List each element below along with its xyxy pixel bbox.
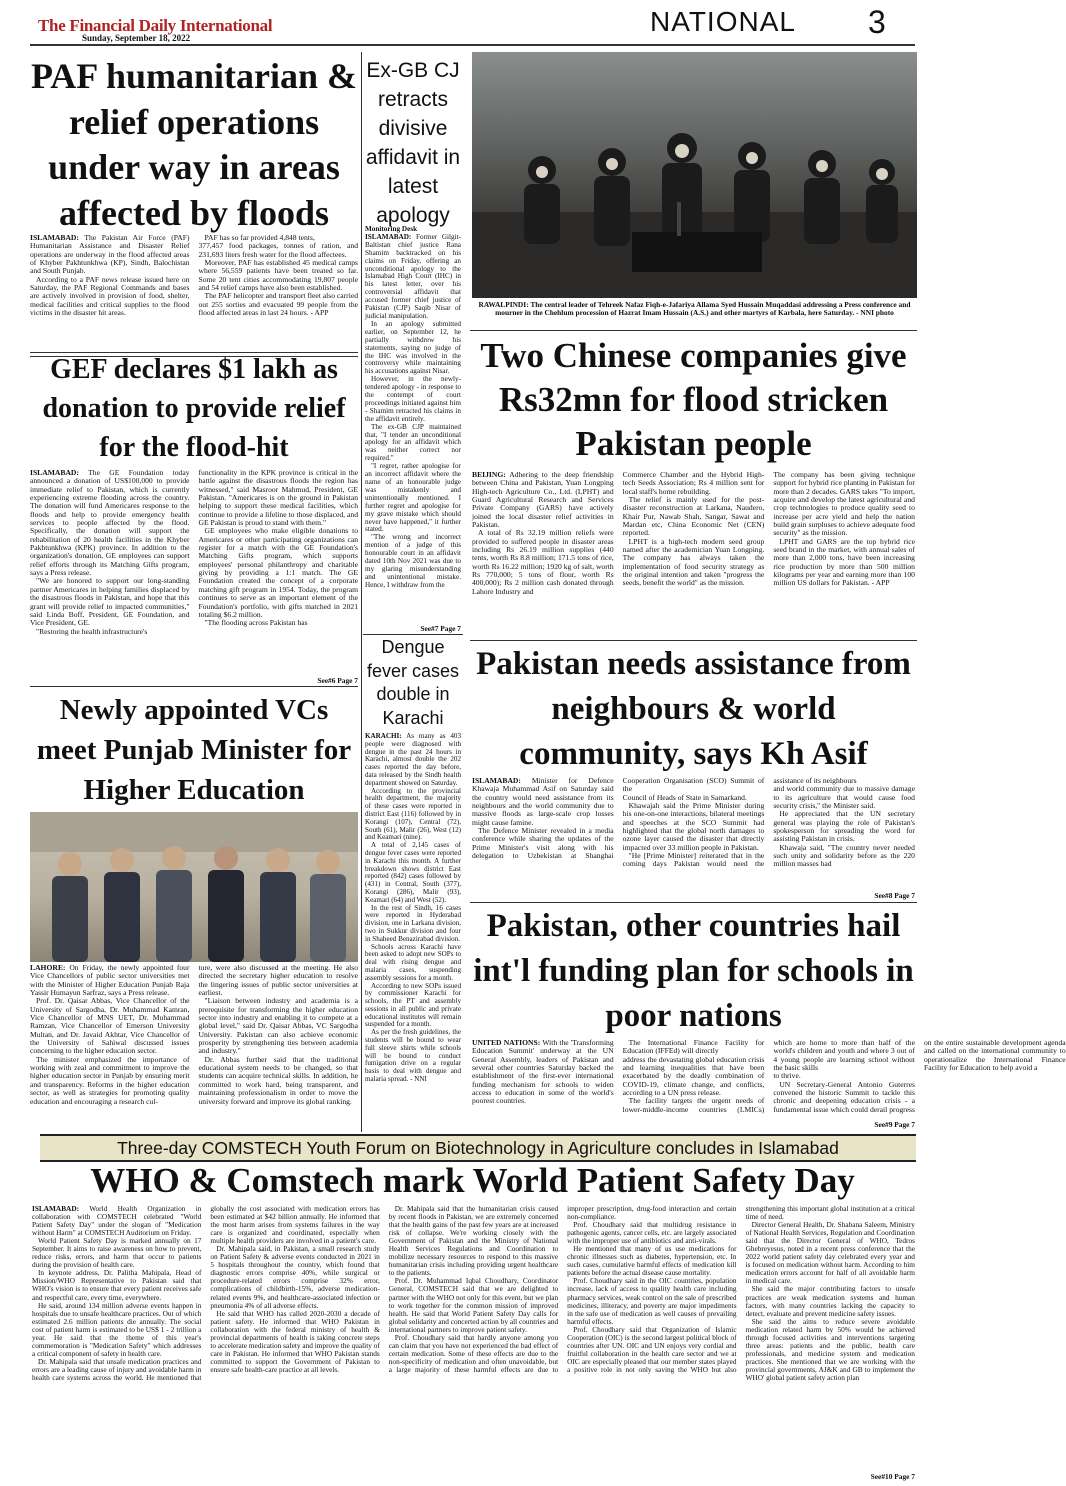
who-continued: See#10 Page 7 [870, 1472, 915, 1481]
column-divider [470, 902, 917, 903]
article-paragraph: ISLAMABAD: The GE Foundation today announced a donation of US$100,000 to provide immediate relief to Pakistan, which is currently experiencing extreme flooding across the country. The donation will fund Americares response to the floods and help to provide emergency health services to people affected by the flood. Specifically, the donation will support the rehabilitation of 20 health facilities in the Khyber Pakhtunkhwa (KPK) province. In addition to the organization's donation, GE employees can support relief efforts through its Matching Gifts program, says a Press release. [30, 468, 190, 578]
article-paragraph: The company has been giving technique support for hybrid rice planting in Pakistan for more than 2 decades. GARS takes "To import, acquire and develop the latest agricultural and crop technologies to produce quality seed to increase per acre yield and help the nation build grain surpluses to achieve adequate food security" as the mission. [773, 470, 915, 538]
cj-continued: See#7 Page 7 [420, 624, 461, 633]
article-paragraph: However, in the newly-tendered apology - in response to the contempt of court proceedings initiated against him - Shamim retracted his claims in the affidavit entirely. [365, 375, 461, 423]
gef-continued: See#6 Page 7 [317, 676, 358, 685]
article-paragraph: "The wrong and incorrect mention of a judge of this honourable court in an affidavit dated 10th Nov 2021 was due to my glaring misunderstanding and unintentional mistake. Hence, I withdraw from the [365, 533, 461, 589]
article-paragraph: World Patient Safety Day is marked annually on 17 September. It aims to raise awareness on how to prevent, reduce risks, errors, and harm that occur to patients during the provision of health care. [32, 1236, 202, 1270]
dateline: UNITED NATIONS: [472, 1038, 541, 1047]
photo-illustration [472, 52, 917, 298]
page-number: 3 [868, 4, 886, 40]
article-paragraph: 377,457 food packages, tonnes of ration, and 231,693 liters fresh water for the flood affectees. [198, 241, 358, 259]
article-paragraph: Council of Heads of State in Samarkand. [622, 792, 747, 802]
article-paragraph: In an apology submitted earlier, on September 12, he partially withdrew his statements, saying no judge of the IHC was involved in the controversy while maintaining his accusations against Nisar. [365, 319, 461, 376]
dateline: ISLAMABAD: [30, 233, 79, 242]
article-paragraph: Dr. Mahipala said that the humanitarian crisis caused by recent floods in Pakistan, we are extremely concerned that the health gains of the past few years are at increased risk of collapse. We're working closely with the Government of Pakistan and the Ministry of National Health Services Regulations and Coordination to mobilize necessary resources to respond to this massive humanitarian crisis including providing urgent healthcare to the patients. [388, 1204, 559, 1278]
article-paragraph: Moreover, PAF has established 45 medical camps where 56,559 patients have been treated so far. Some 20 tent cities accommodating 19,807 people and 54 relief camps have also been established. [198, 258, 358, 293]
comstech-forum-banner: Three-day COMSTECH Youth Forum on Biotechnology in Agriculture concludes in Islamabad [40, 1134, 916, 1162]
article-paragraph: The minister emphasized the importance of working with zeal and commitment to improve the higher education sector in Punjab by ensuring merit and transparency. Reforms in the higher education sector, as well as strategies for promoting quality education and encouraging a research cul- [30, 1054, 190, 1106]
vcs-headline: Newly appointed VCs meet Punjab Minister for Higher Education [36, 694, 352, 806]
paf-headline: PAF humanitarian & relief operations under way in areas affected by floods [30, 56, 357, 233]
article-paragraph: Khawaja said, "The country never needed such unity and solidarity before as the 220 million masses had [773, 842, 915, 869]
article-paragraph: According to new SOPs issued by commissioner Karachi for schools, the PT and assembly sessions in all public and private educational institutes will remain suspended for a month. [365, 981, 461, 1029]
article-paragraph: The ex-GB CJP maintained that, "I tender an unconditional apology for an affidavit which was neither correct nor required." [365, 422, 461, 463]
article-paragraph: Prof. Choudhary said that hardly anyone among you can claim that you have not experienced the bad effect of certain medication. Some of these effects are due to the non-specificity of medication and often unavoidable, but a large majority of these harmful effects are due to improper prescription, drug-food interaction and certain non-compliance. [388, 1204, 737, 1374]
article-paragraph: LPHT is a high-tech modern seed group named after the academician Yuan Longping. The company has always taken the implementation of food security strategy as the original intention and taken "progress the seeds, benefit the world" as the mission. [622, 536, 765, 588]
article-paragraph: She said the aims to reduce severe avoidable medication related harm by 50% would be achieved through focused activities and interventions targeting three areas: patients and the public, health care professionals, and medicine system and medication practices. She mentioned that we are working with the provincial governments, AJ&K and GB to implement the WHO' global patient safety action plan [745, 1316, 915, 1382]
article-paragraph: BEIJING: Adhering to the deep friendship between China and Pakistan, Yuan Longping High-tech Agriculture Co., Ltd. (LPHT) and Guard Agricultural Research and Services Private Company (GARS) have actively joined the local disaster relief activities in Pakistan. [472, 470, 614, 530]
schools-body [472, 1038, 1066, 1121]
dateline: KARACHI: [365, 732, 402, 740]
column-divider [470, 640, 917, 641]
article-paragraph: The PAF helicopter and transport fleet also carried out 255 sorties and evacuated 99 people from the flood affected areas in last 24 hours. - APP [198, 291, 358, 318]
article-paragraph: Dr. Mahipala said, in Pakistan, a small research study on Patient Safety & adverse events conducted in 2021 in 5 hospitals throughout the country, which found that diagnostic errors comprise 40%, while surgical or procedure-related errors comprise 32% error, complications of childbirth-15%, adverse medication-related events 9%, and healthcare-associated infection or pneumonia 4% of all adverse effects. [210, 1244, 380, 1310]
article-paragraph: As per the fresh guidelines, the students will be bound to wear full sleeve shirts while schools will be bound to conduct fumigation drive on a regular basis to deal with dengue and malaria spread. - NNI [365, 1028, 461, 1084]
photo-illustration [30, 812, 358, 962]
cj-headline: Ex-GB CJ retracts divisive affidavit in latest apology [365, 59, 461, 227]
article-paragraph: ISLAMABAD: Minister for Defence Khawaja Muhammad Asif on Saturday said the country would need assistance from its neighbours and the world community due to massive floods as large-scale crop losses might cause famine. [472, 776, 614, 827]
article-paragraph: Prof. Choudhary said that multidrug resistance in pathogenic agents, cancer cells, etc. are largely associated with the improper use of antibiotics and anti-virals. [567, 1220, 737, 1246]
article-paragraph: Prof. Choudhary said in the OIC countries, population increase, lack of access to quality health care including pharmacy services, weak control on the sale of prescribed medicines, illiteracy, and poverty are major impediments in the safe use of medication as well causes of prevailing harmful effects. [567, 1276, 737, 1326]
column-divider [361, 52, 362, 1132]
asif-headline: Pakistan needs assistance from neighbours & world community, says Kh Asif [476, 646, 911, 772]
article-paragraph: In the rest of Sindh, 16 cases were reported in Hyderabad division, one in Larkana division, two in Sukkur division and four in Shaheed Benazirabad division. [365, 903, 461, 943]
press-conference-photo [472, 52, 917, 298]
article-paragraph: The Defence Minister revealed in a media conference while sharing the updates of the Prime Minister's visit along with his delegation to Uzbekistan at Shanghai Cooperation Organisation (SCO) Summit of the [472, 776, 765, 861]
article-paragraph: In keynote address, Dr. Palitha Mahipala, Head of Mission/WHO Representative to Pakistan said that WHO's vision is to ensure that every patient receives safe and respectful care, every time, everywhere. [32, 1268, 202, 1302]
article-paragraph: Khawajah said the Prime Minister during his one-on-one interactions, bilateral meetings and speeches at the SCO Summit had highlighted that the global north damages to ozone layer caused the disaster that directly impacted over 33 million people in Pakistan. [622, 801, 765, 852]
article-paragraph: Director General Health, Dr. Shabana Saleem, Ministry of National Health Services, Regulation and Coordination said that the Director General of WHO, Tedros Ghebreyesus, noted in a recent press conference that the 2022 world patient safety day celebrated every year and is focused on medication without harm. According to him medication errors account for half of all avoidable harm in medical care. [745, 1220, 915, 1286]
section-title: NATIONAL [650, 6, 796, 37]
chinese-headline: Two Chinese companies give Rs32mn for flood stricken Pakistan people [480, 336, 907, 463]
gef-headline: GEF declares $1 lakh as donation to provide relief for the flood-hit [42, 354, 346, 463]
article-paragraph: A total of 2,145 cases of dengue fever cases were reported in Karachi this month. A further breakdown shows district East reported (842) cases followed by (431) in Central, South (377), Korangi (286), Malir (93), Keamari (64) and West (52). [365, 841, 461, 904]
dateline: ISLAMABAD: [472, 776, 521, 785]
article-paragraph: UN Secretary-General Antonio Guterres convened the historic Summit to tackle this chronic and deepening education crisis - a fundamental issue which could derail progress on the entire sustainable development agenda and called on the international community to operationalize the International Finance Facility for Education to help avoid a [773, 1038, 1066, 1114]
article-paragraph: Prof. Dr. Qaisar Abbas, Vice Chancellor of the University of Sargodha, Dr. Muhammad Kamran, Vice Chancellor of MNS UET, Dr. Muhammad Ramzan, Vice Chancellor of Emerson University Multan, and Dr. Javaid Akhtar, Vice Chancellor of the University of Sahiwal discussed issues concerning to the higher education sector. [30, 996, 190, 1056]
article-paragraph: According to a PAF news release issued here on Saturday, the PAF Regional Commands and bases are actively involved in provision of food, shelter, medical facilities and critical supplies to the flood victims in the disaster hit areas. [30, 274, 190, 318]
article-paragraph: "Restoring the health infrastructure's [36, 626, 148, 636]
article-paragraph: She said the major contributing factors to unsafe practices are weak medication systems and human factors, with many countries lacking the capacity to detect, evaluate and prevent medicine safety issues. [745, 1284, 915, 1318]
article-paragraph: PAF has so far provided 4,848 tents, [204, 233, 315, 242]
paf-body [30, 234, 358, 354]
article-paragraph: Schools across Karachi have been asked to adopt new SOPs to deal with rising dengue and malaria cases, suspending assembly sessions for a month. [365, 942, 461, 982]
article-paragraph: A total of Rs 32.19 million reliefs were provided to suffered people in disaster areas including Rs 26.19 million supplies (440 tents, worth Rs 8.8 million; 171.5 tons of rice, worth Rs 16.22 million; 1920 kg of salt, worth Rs 770,000; 5 tons of flour, worth Rs 400,000); Rs 2 million cash donated through Lahore Industry and [472, 528, 614, 596]
dateline: LAHORE: [30, 963, 66, 972]
dateline: BEIJING: [472, 470, 506, 479]
article-paragraph: He appreciated that the UN secretary general was playing the role of Pakistan's spokesperson for spreading the word for assisting Pakistan in crisis. [773, 809, 915, 844]
asif-continued: See#8 Page 7 [874, 891, 915, 900]
masthead-divider [30, 44, 915, 46]
schools-headline: Pakistan, other countries hail int'l funding plan for schools in poor nations [473, 908, 914, 1034]
article-paragraph: According to the provincial health department, the majority of these cases were reported in district East (116) followed by in Korangi (107), Central (72), South (61), Malir (26), West (12) and Keamari (nine). [365, 786, 461, 842]
dengue-headline: Dengue fever cases double in Karachi [366, 637, 460, 728]
article-paragraph: LAHORE: On Friday, the newly appointed four Vice Chancellors of public sector universities met with the Minister of Higher Education Punjab Raja Yassir Humayun Sarfraz, says a Press release. [30, 963, 190, 998]
column-divider [30, 686, 358, 687]
article-paragraph: The facility targets the urgent needs of lower-middle-income countries (LMICs) which are home to more than half of the world's children and youth and where 3 out of 4 young people are learning school without the basic skills [622, 1038, 915, 1114]
article-paragraph: "We are honored to support our long-standing partner Americares in helping families displaced by the disastrous floods in Pakistan, and hope that this grant will provide relief to impacted communities," said Linda Boff, President, GE Foundation, and Vice President, GE. [30, 576, 190, 628]
article-paragraph: He said, around 134 million adverse events happen in hospitals due to unsafe healthcare practices. Out of which estimated 2.6 million patients die annually. The social cost of patient harm is estimated to be US$ 1 - 2 trillion a year. He said that the theme of this year's commemoration is "Medication Safety" which addresses a critical component of safety in health care. [32, 1300, 202, 1358]
column-divider [470, 330, 917, 331]
edition-date: Sunday, September 18, 2022 [82, 33, 191, 43]
vcs-body [30, 964, 358, 1129]
article-paragraph: "Liaison between industry and academia is a prerequisite for transforming the higher education sector into industry and enabling it to compete at a global level," said Dr. Qaisar Abbas, VC Sargodha University. Pakistan can also achieve economic prosperity by strengthening ties between academia and industry." [198, 996, 358, 1056]
column-divider [363, 634, 463, 635]
article-paragraph: address the devastating global education crisis and learning inequalities that have been exacerbated by the deadly combination of COVID-19, climate change, and conflicts, according to a UN press release. [622, 1054, 765, 1098]
article-paragraph: UNITED NATIONS: With the 'Transforming Education Summit' underway at the UN General Assembly, leaders of Pakistan and several other countries Saturday backed the establishment of the first-ever international funding mechanism for schools to widen access to education in some of the world's poorest countries. [472, 1038, 614, 1106]
article-paragraph: "The flooding across Pakistan has [204, 618, 308, 628]
chinese-body [472, 471, 915, 637]
asif-body [472, 777, 915, 891]
photo-caption: RAWALPINDI: The central leader of Tehreek Nafaz Fiqh-e-Jafariya Allama Syed Hussain Muqaddasi addressing a Press conference and mourner in the Chehlum procession of Hazrat Imam Hussain (A.S.) and other martyrs of Karbala, here Saturday. - NNI photo [478, 300, 911, 318]
article-paragraph: ISLAMABAD: Former Gilgit-Baltistan chief justice Rana Shamim backtracked on his claims on Friday, offering an unconditional apology to the Islamabad High Court (IHC) in his latest letter, over his controversial affidavit that accused former chief justice of Pakistan (CJP) Saqib Nisar of judicial manipulation. [365, 232, 461, 320]
article-paragraph: Commerce Chamber and the Hybrid High-tech Seeds Association; Rs 4 million sent for local staff's home rebuilding. [622, 470, 765, 496]
newspaper-name: The Financial Daily International [38, 16, 273, 35]
vcs-group-photo [30, 812, 358, 962]
dateline: ISLAMABAD: [30, 468, 79, 477]
article-paragraph: ture, were also discussed at the meeting. He also directed the secretary higher education to resolve the lingering issues of public sector universities at earliest. [198, 963, 358, 998]
article-paragraph: and world community due to massive damage to its agriculture that would cause food security crisis," the Minister said. [773, 784, 915, 811]
who-body [32, 1205, 915, 1471]
article-paragraph: functionality in the KPK province is critical in the battle against the disastrous floods the region has witnessed," said Masroor Mahmud, President, GE Pakistan. "Americares is on the ground in Pakistan helping to support these medical facilities, which continue to provide a lifeline to those displaced, and GE Pakistan is proud to stand with them." [198, 468, 358, 528]
byline: Monitoring Desk [365, 225, 418, 233]
article-paragraph: ISLAMABAD: The Pakistan Air Force (PAF) Humanitarian Assistance and Disaster Relief operations are underway in the flood affected areas of Khyber Pakhtunkhwa (KP), Sindh, Balochistan and South Punjab. [30, 233, 190, 276]
gef-body [30, 469, 358, 675]
article-paragraph: The relief is mainly used for the post-disaster reconstruction at Larkana, Naudero, Khair Pur, Nawab Shah, Sangar, Sawat and Mardan etc, China Economic Net (CEN) reported. [622, 495, 765, 538]
who-headline: WHO & Comstech mark World Patient Safety Day [90, 1161, 855, 1200]
article-paragraph: "I regret, rather apologise for an incorrect affidavit where the name of an honourable judge was mistakenly and unintentionally mentioned. I further regret and apologise for my grave mistake which should never have happened," it further stated. [365, 462, 461, 534]
article-paragraph: Dr. Mahipala said that unsafe medication practices and errors are a leading cause of injury and avoidable harm in health care systems across the world. He mentioned that globally the cost associated with medication errors has been estimated at $42 billion annually. He informed that the most harm arises from systems failures in the way care is organized and coordinated, especially when multiple health providers are involved in a patient's care. [32, 1204, 380, 1382]
article-paragraph: He mentioned that many of us use medications for chronic illnesses such as diabetes, hypertension, etc. In such cases, cumulative harmful effects of medication kill patients before the actual disease cause mortality. [567, 1244, 737, 1278]
article-paragraph: KARACHI: As many as 403 people were diagnosed with dengue in the past 24 hours in Karachi, almost double the 202 cases reported the day before, data released by the Sindh health department showed on Saturday. [365, 732, 461, 787]
article-paragraph: The International Finance Facility for Education (IFFEd) will directly [622, 1038, 765, 1056]
article-paragraph: He said that WHO has called 2020-2030 a decade of patient safety. He informed that WHO Pakistan in collaboration with the federal ministry of health & provincial departments of health is taking concrete steps to accelerate medication safety and improve the quality of care in Pakistan. He informed that WHO Pakistan stands committed to support the Government of Pakistan to ensure safe health-care practice at all levels. [210, 1308, 380, 1374]
dateline: ISLAMABAD: [32, 1204, 80, 1213]
article-paragraph: Prof. Choudhary said that Organization of Islamic Cooperation (OIC) is the second largest political block of countries after UN. OIC and UN enjoys very cordial and fruitful collaboration in the health care sector and we at OIC are especially pleased that our member states played a positive role in not only saving the WHO but also strengthening this important global institution at a critical time of need. [567, 1204, 915, 1374]
cj-body [365, 226, 461, 622]
dengue-body [365, 733, 461, 1129]
schools-continued: See#9 Page 7 [874, 1120, 915, 1129]
dateline: ISLAMABAD: [365, 232, 412, 241]
article-paragraph: to thrive. [773, 1071, 801, 1081]
article-paragraph: ISLAMABAD: World Health Organization in collaboration with COMSTECH celebrated "World Patient Safety Day" under the slogan of "Medication without Harm" at COMSTECH Auditorium on Friday. [32, 1204, 202, 1238]
article-paragraph: GE employees who make eligible donations to Americares or other participating organizations can register for a match with the GE Foundation's Matching Gifts program, which supports employees' personal philanthropy and charitable giving by providing a 1:1 match. The GE Foundation created the concept of a corporate matching gift program in 1954. Today, the program continues to serve as an important element of the Foundation's portfolio, with gifts matched in 2021 totaling $6.2 million. [198, 526, 358, 619]
article-paragraph: LPHT and GARS are the top hybrid rice seed brand in the market, with annual sales of more than 2,000 tons, have been increasing rice production by more than 500 million kilograms per year and earning more than 100 million US dollars for Pakistan. - APP [773, 536, 915, 588]
article-paragraph: Dr. Abbas further said that the traditional educational system needs to be changed, so that students can acquire technical skills. In addition, he committed to work hard, being transparent, and maintaining professionalism in order to move the university forward and improve its global ranking. [198, 1054, 358, 1106]
article-paragraph: "He [Prime Minister] reiterated that in the coming days Pakistan would need the assistance of its neighbours [622, 776, 857, 869]
article-paragraph: Prof. Dr. Muhammad Iqbal Choudhary, Coordinator General, COMSTECH said that we are delighted to partner with the WHO not only for this event, but we plan to work together for the common mission of improved health. He said that World Patient Safety Day calls for global solidarity and concerted action by all countries and international partners to improve patient safety. [388, 1276, 559, 1334]
